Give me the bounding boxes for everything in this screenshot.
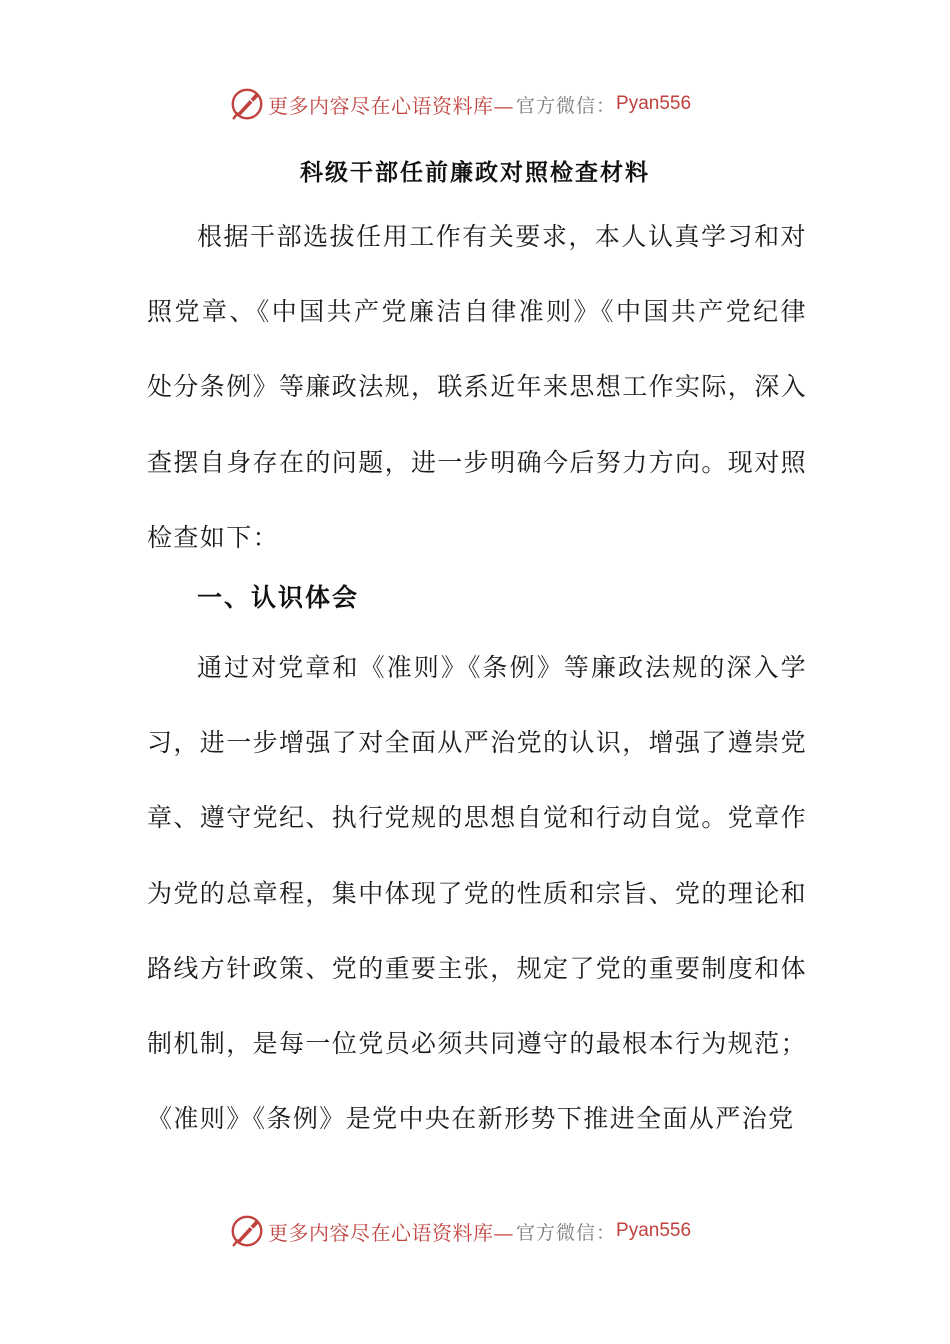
- intro-paragraph: 根据干部选拔任用工作有关要求，本人认真学习和对照党章、《中国共产党廉洁自律准则》《中国共产党纪律处分条例》等廉政法规，联系近年来思想工作实际，深入查摆自身存在的问题，进一步明确今后努力方向。现对照检查如下：: [147, 222, 808, 552]
- footer-watermark: [228, 1211, 691, 1251]
- section-heading: 一、认识体会: [197, 583, 360, 612]
- watermark-wechat-id: Pyan556: [616, 1220, 692, 1241]
- watermark-text: 更多内容尽在心语资料库—: [268, 93, 514, 118]
- watermark-label: 官方微信：: [516, 94, 617, 117]
- watermark-label: 官方微信：: [516, 1221, 617, 1244]
- watermark-text: 更多内容尽在心语资料库—: [268, 1220, 514, 1245]
- header-watermark: [228, 84, 691, 124]
- body-paragraph: 通过对党章和《准则》《条例》等廉政法规的深入学习，进一步增强了对全面从严治党的认识，增强了遵崇党章、遵守党纪、执行党规的思想自觉和行动自觉。党章作为党的总章程，集中体现了党的性质和宗旨、党的理论和路线方针政策、党的重要主张，规定了党的重要制度和体制机制，是每一位党员必须共同遵守的最根本行为规范；《准则》《条例》是党中央在新形势下推进全面从严治党: [147, 653, 808, 1134]
- document-title: 科级干部任前廉政对照检查材料: [300, 160, 650, 186]
- watermark-wechat-id: Pyan556: [616, 93, 692, 114]
- quill-pen-logo-icon: [228, 1212, 266, 1250]
- quill-pen-logo-icon: [228, 85, 266, 123]
